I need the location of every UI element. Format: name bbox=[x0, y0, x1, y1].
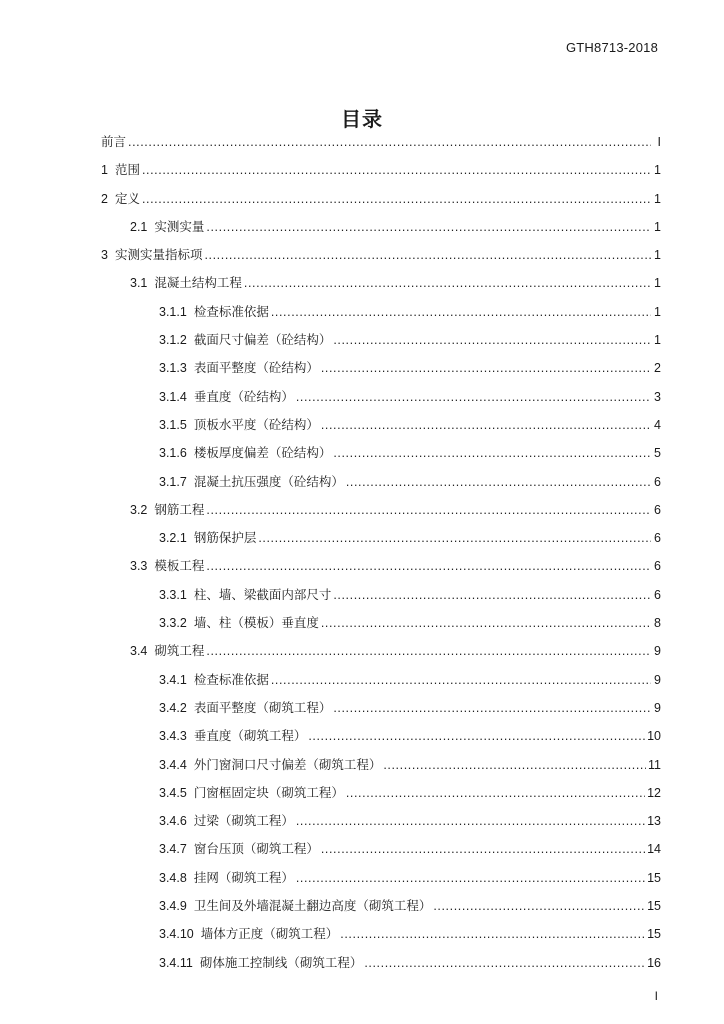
toc-entry-number: 3.1.1 bbox=[159, 304, 187, 319]
toc-dot-leader bbox=[206, 217, 651, 237]
toc-entry[interactable] bbox=[101, 670, 661, 698]
toc-entry-title: 砌筑工程 bbox=[154, 643, 205, 659]
toc-entry[interactable] bbox=[101, 783, 661, 811]
toc-entry-page: I bbox=[657, 135, 661, 149]
toc-entry-page: 10 bbox=[647, 729, 661, 744]
toc-entry[interactable] bbox=[101, 217, 661, 245]
toc-entry-number: 3.4.5 bbox=[159, 785, 187, 800]
toc-entry-title: 柱、墙、梁截面内部尺寸 bbox=[193, 586, 332, 602]
toc-entry-number: 3.4 bbox=[130, 644, 148, 659]
toc-entry-page: 6 bbox=[654, 559, 661, 574]
toc-entry[interactable] bbox=[101, 132, 661, 160]
toc-entry-page: 9 bbox=[654, 700, 661, 715]
toc-entry-number: 3.1.7 bbox=[159, 474, 187, 489]
toc-entry-page: 2 bbox=[654, 361, 661, 376]
toc-entry[interactable] bbox=[101, 924, 661, 952]
toc-entry-number: 3.1.4 bbox=[159, 389, 187, 404]
toc-entry-title: 砌体施工控制线（砌筑工程） bbox=[199, 954, 363, 970]
toc-entry-page: 15 bbox=[647, 870, 661, 885]
toc-dot-leader bbox=[204, 245, 651, 265]
toc-entry-page: 9 bbox=[654, 672, 661, 687]
toc-entry[interactable] bbox=[101, 302, 661, 330]
toc-entry-number: 3.1.5 bbox=[159, 417, 187, 432]
toc-entry-page: 12 bbox=[647, 785, 661, 800]
toc-entry-title: 挂网（砌筑工程） bbox=[193, 869, 294, 885]
toc-entry-title: 实测实量 bbox=[154, 218, 205, 234]
toc-entry-page: 15 bbox=[647, 927, 661, 942]
toc-entry[interactable] bbox=[101, 160, 661, 188]
toc-entry-page: 1 bbox=[654, 333, 661, 348]
toc-entry-title: 实测实量指标项 bbox=[114, 247, 203, 263]
toc-entry-number: 3.4.6 bbox=[159, 814, 187, 829]
toc-dot-leader bbox=[244, 273, 651, 293]
toc-entry-title: 表面平整度（砌筑工程） bbox=[193, 699, 332, 715]
toc-title: 目录 bbox=[341, 107, 383, 131]
toc-entry-number: 2 bbox=[101, 191, 108, 206]
toc-dot-leader bbox=[433, 896, 645, 916]
toc-dot-leader bbox=[346, 783, 645, 803]
toc-entry-page: 1 bbox=[654, 304, 661, 319]
toc-entry[interactable] bbox=[101, 896, 661, 924]
toc-entry[interactable] bbox=[101, 415, 661, 443]
toc-dot-leader bbox=[271, 302, 651, 322]
toc-entry-title: 顶板水平度（砼结构） bbox=[193, 416, 319, 432]
toc-entry-title: 检查标准依据 bbox=[193, 303, 269, 319]
toc-entry-page: 1 bbox=[654, 276, 661, 291]
toc-dot-leader bbox=[321, 415, 651, 435]
toc-dot-leader bbox=[296, 868, 645, 888]
document-code: GTH8713-2018 bbox=[565, 40, 658, 55]
toc-entry-title: 钢筋保护层 bbox=[193, 530, 257, 546]
toc-entry-number: 3.4.4 bbox=[159, 757, 187, 772]
toc-entry-title: 窗台压顶（砌筑工程） bbox=[193, 841, 319, 857]
toc-entry-title: 墙、柱（模板）垂直度 bbox=[193, 615, 319, 631]
toc-entry[interactable] bbox=[101, 953, 661, 981]
toc-entry[interactable] bbox=[101, 839, 661, 867]
toc-entry[interactable] bbox=[101, 726, 661, 754]
toc-dot-leader bbox=[333, 698, 651, 718]
toc-entry-page: 16 bbox=[647, 955, 661, 970]
toc-dot-leader bbox=[296, 811, 645, 831]
toc-entry-title: 垂直度（砼结构） bbox=[193, 388, 294, 404]
toc-entry-title: 截面尺寸偏差（砼结构） bbox=[193, 332, 332, 348]
toc-entry-page: 6 bbox=[654, 502, 661, 517]
toc-entry[interactable] bbox=[101, 273, 661, 301]
toc-entry-number: 3.4.2 bbox=[159, 700, 187, 715]
toc-entry-page: 4 bbox=[654, 417, 661, 432]
toc-dot-leader bbox=[206, 556, 651, 576]
toc-entry-title: 钢筋工程 bbox=[154, 501, 205, 517]
toc-entry-number: 3.3.2 bbox=[159, 616, 187, 631]
toc-entry-title: 表面平整度（砼结构） bbox=[193, 360, 319, 376]
toc-entry-title: 定义 bbox=[114, 190, 140, 206]
toc-entry-title: 外门窗洞口尺寸偏差（砌筑工程） bbox=[193, 756, 382, 772]
toc-dot-leader bbox=[308, 726, 645, 746]
toc-entry[interactable] bbox=[101, 358, 661, 386]
toc-entry-number: 3.2 bbox=[130, 502, 148, 517]
toc-entry[interactable] bbox=[101, 245, 661, 273]
toc-entry[interactable] bbox=[101, 387, 661, 415]
toc-entry-page: 8 bbox=[654, 616, 661, 631]
toc-entry-page: 6 bbox=[654, 587, 661, 602]
toc-entry-number: 3.1 bbox=[130, 276, 148, 291]
toc-entry-number: 3.1.2 bbox=[159, 333, 187, 348]
toc-dot-leader bbox=[142, 160, 651, 180]
toc-entry-number: 3.3.1 bbox=[159, 587, 187, 602]
toc-entry-page: 6 bbox=[654, 474, 661, 489]
toc-entry-title: 混凝土结构工程 bbox=[154, 275, 242, 291]
toc-entry-number: 1 bbox=[101, 163, 108, 178]
toc-entry-title: 混凝土抗压强度（砼结构） bbox=[193, 473, 344, 489]
toc-entry[interactable] bbox=[101, 443, 661, 471]
toc-dot-leader bbox=[333, 585, 651, 605]
toc-dot-leader bbox=[364, 953, 645, 973]
toc-entry-number: 3.4.8 bbox=[159, 870, 187, 885]
toc-entry-number: 3.2.1 bbox=[159, 531, 187, 546]
toc-entry[interactable] bbox=[101, 189, 661, 217]
toc-entry[interactable] bbox=[101, 528, 661, 556]
toc-dot-leader bbox=[321, 839, 645, 859]
toc-entry-number: 3.4.1 bbox=[159, 672, 187, 687]
toc-entry-page: 1 bbox=[654, 191, 661, 206]
toc-entry-title: 卫生间及外墙混凝土翻边高度（砌筑工程） bbox=[193, 898, 432, 914]
toc-entry-number: 3.4.9 bbox=[159, 899, 187, 914]
toc-entry-title: 垂直度（砌筑工程） bbox=[193, 728, 307, 744]
toc-dot-leader bbox=[296, 387, 651, 407]
toc-entry-title: 过梁（砌筑工程） bbox=[193, 813, 294, 829]
toc-entry[interactable] bbox=[101, 698, 661, 726]
toc-entry-title: 前言 bbox=[101, 134, 127, 149]
toc-entry-title: 模板工程 bbox=[154, 558, 205, 574]
toc-entry-number: 2.1 bbox=[130, 219, 148, 234]
toc-entry-number: 3.4.11 bbox=[159, 955, 193, 970]
toc-entry[interactable] bbox=[101, 556, 661, 584]
toc-entry-title: 楼板厚度偏差（砼结构） bbox=[193, 445, 332, 461]
toc-entry-page: 3 bbox=[654, 389, 661, 404]
toc-dot-leader bbox=[206, 641, 651, 661]
toc-entry-title: 墙体方正度（砌筑工程） bbox=[200, 926, 339, 942]
toc-entry[interactable] bbox=[101, 472, 661, 500]
toc-entry-number: 3.4.7 bbox=[159, 842, 187, 857]
toc-entry[interactable] bbox=[101, 811, 661, 839]
page-number: I bbox=[654, 989, 658, 1003]
toc-entry-page: 6 bbox=[654, 531, 661, 546]
toc-entry[interactable] bbox=[101, 330, 661, 358]
toc-dot-leader bbox=[142, 189, 651, 209]
toc-entry[interactable] bbox=[101, 613, 661, 641]
toc-entry[interactable] bbox=[101, 755, 661, 783]
toc-entry-page: 14 bbox=[647, 842, 661, 857]
toc-entry[interactable] bbox=[101, 641, 661, 669]
toc-entry-number: 3 bbox=[101, 248, 108, 263]
toc-dot-leader bbox=[258, 528, 651, 548]
toc-entry-page: 1 bbox=[654, 163, 661, 178]
toc-entry[interactable] bbox=[101, 585, 661, 613]
toc-entry-page: 1 bbox=[654, 248, 661, 263]
toc-entry-number: 3.1.6 bbox=[159, 446, 187, 461]
toc-entry-title: 范围 bbox=[114, 162, 140, 178]
toc-entry-page: 1 bbox=[654, 219, 661, 234]
toc-entry-page: 9 bbox=[654, 644, 661, 659]
toc-entry-page: 11 bbox=[648, 757, 661, 772]
toc-dot-leader bbox=[333, 443, 651, 463]
toc-dot-leader bbox=[383, 755, 646, 775]
toc-entry-number: 3.4.3 bbox=[159, 729, 187, 744]
toc-dot-leader bbox=[206, 500, 651, 520]
toc-dot-leader bbox=[340, 924, 645, 944]
table-of-contents bbox=[101, 132, 661, 981]
toc-dot-leader bbox=[128, 132, 651, 152]
toc-entry-number: 3.1.3 bbox=[159, 361, 187, 376]
toc-entry[interactable] bbox=[101, 868, 661, 896]
toc-entry-page: 13 bbox=[647, 814, 661, 829]
toc-entry[interactable] bbox=[101, 500, 661, 528]
toc-dot-leader bbox=[321, 358, 651, 378]
toc-entry-title: 检查标准依据 bbox=[193, 671, 269, 687]
toc-entry-page: 15 bbox=[647, 899, 661, 914]
toc-entry-number: 3.4.10 bbox=[159, 927, 194, 942]
toc-entry-title: 门窗框固定块（砌筑工程） bbox=[193, 784, 344, 800]
toc-dot-leader bbox=[271, 670, 651, 690]
toc-dot-leader bbox=[321, 613, 651, 633]
toc-entry-page: 5 bbox=[654, 446, 661, 461]
toc-entry-number: 3.3 bbox=[130, 559, 148, 574]
toc-dot-leader bbox=[346, 472, 651, 492]
toc-dot-leader bbox=[333, 330, 651, 350]
